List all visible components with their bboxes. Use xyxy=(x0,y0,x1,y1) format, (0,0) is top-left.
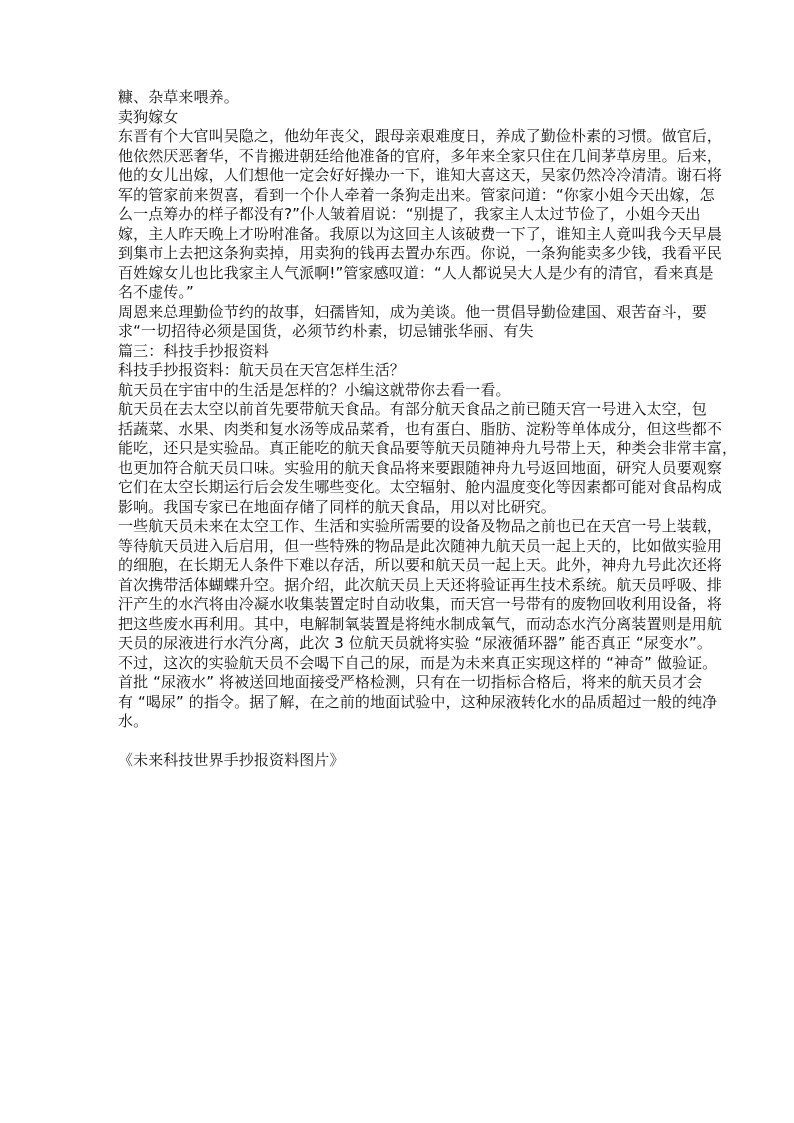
document-page xyxy=(118,88,738,770)
text-line: 括蔬菜、水果、肉类和复水汤等成品菜肴，也有蛋白、脂肪、淀粉等单体成分，但这些都不 xyxy=(118,419,723,438)
text-line: 天员的尿液进行水汽分离，此次 3 位航天员就将实验 “尿液循环器” 能否真正 “尿变水”。 xyxy=(118,634,712,652)
text-line: 求“一切招待必须是国货，必须节约朴素，切忌铺张华丽、有失 xyxy=(118,322,534,340)
text-line: 他的女儿出嫁，人们想他一定会好好操办一下，谁知大喜这天，吴家仍然冷冷清清。谢石将 xyxy=(118,166,723,184)
text-line: 等待航天员进入后启用，但一些特殊的物品是此次随神九航天员一起上天的，比如做实验用 xyxy=(118,536,723,555)
text-line: 有 “喝尿” 的指令。据了解，在之前的地面试验中，这种尿液转化水的品质超过一般的纯净 xyxy=(118,692,718,711)
text-line: 航天员在宇宙中的生活是怎样的？小编这就带你去看一看。 xyxy=(118,380,511,399)
text-line: 到集市上去把这条狗卖掉，用卖狗的钱再去置办东西。你说，一条狗能卖多少钱，我看平民 xyxy=(118,244,723,262)
text-line: 水。 xyxy=(118,712,149,730)
text-line: 首批 “尿液水” 将被送回地面接受严格检测，只有在一切指标合格后，将来的航天员才会 xyxy=(118,673,703,691)
text-line: 航天员在去太空以前首先要带航天食品。有部分航天食品之前已随天宫一号进入太空，包 xyxy=(118,400,707,418)
paragraph-gap xyxy=(118,732,678,751)
text-line: 卖狗嫁女 xyxy=(118,107,179,126)
document-body xyxy=(118,88,738,732)
text-line: 他依然厌恶奢华，不肯搬进朝廷给他准备的官府，多年来全家只住在几间茅草房里。后来， xyxy=(118,146,723,165)
text-line: 嫁，主人昨天晚上才吩咐准备。我原以为这回主人该破费一下了，谁知主人竟叫我今天早晨 xyxy=(118,224,723,243)
text-line: 它们在太空长期运行后会发生哪些变化。太空辐射、舱内温度变化等因素都可能对食品构成 xyxy=(118,478,723,496)
text-line: 首次携带活体蝴蝶升空。据介绍，此次航天员上天还将验证再生技术系统。航天员呼吸、排 xyxy=(118,575,723,594)
text-line: 的细胞，在长期无人条件下难以存活，所以要和航天员一起上天。此外，神舟九号此次还将 xyxy=(118,556,723,574)
footer-caption: 《未来科技世界手抄报资料图片》 xyxy=(118,750,345,769)
text-line: 么一点筹办的样子都没有?”仆人皱着眉说：“别提了，我家主人太过节俭了，小姐今天出 xyxy=(118,205,701,223)
text-line: 名不虚传。” xyxy=(118,283,194,301)
text-line: 把这些废水再利用。其中，电解制氧装置是将纯水制成氧气，而动态水汽分离装置则是用航 xyxy=(118,614,723,633)
text-line: 不过，这次的实验航天员不会喝下自己的尿，而是为未来真正实现这样的 “神奇” 做验证。 xyxy=(118,653,718,672)
text-line: 一些航天员未来在太空工作、生活和实验所需要的设备及物品之前也已在天宫一号上装载， xyxy=(118,517,723,535)
text-line: 也更加符合航天员口味。实验用的航天食品将来要跟随神舟九号返回地面，研究人员要观察 xyxy=(118,458,723,477)
text-line: 军的管家前来贺喜，看到一个仆人牵着一条狗走出来。管家问道：“你家小姐今天出嫁，怎 xyxy=(118,185,715,204)
text-line: 篇三：科技手抄报资料 xyxy=(118,341,270,360)
text-line: 汗产生的水汽将由冷凝水收集装置定时自动收集，而天宫一号带有的废物回收利用设备，将 xyxy=(118,595,723,613)
text-line: 东晋有个大官叫吴隐之，他幼年丧父，跟母亲艰难度日，养成了勤俭朴素的习惯。做官后， xyxy=(118,127,723,145)
text-line: 糠、杂草来喂养。 xyxy=(118,88,239,106)
text-line: 影响。我国专家已在地面存储了同样的航天食品，用以对比研究。 xyxy=(118,497,556,516)
text-line: 周恩来总理勤俭节约的故事，妇孺皆知，成为美谈。他一贯倡导勤俭建国、艰苦奋斗，要 xyxy=(118,302,707,321)
text-line: 百姓嫁女儿也比我家主人气派啊!”管家感叹道：“人人都说吴大人是少有的清官，看来真是 xyxy=(118,263,714,282)
text-line: 科技手抄报资料：航天员在天宫怎样生活？ xyxy=(118,361,405,379)
text-line: 能吃，还只是实验品。真正能吃的航天食品要等航天员随神舟九号带上天，种类会非常丰富， xyxy=(118,439,738,457)
